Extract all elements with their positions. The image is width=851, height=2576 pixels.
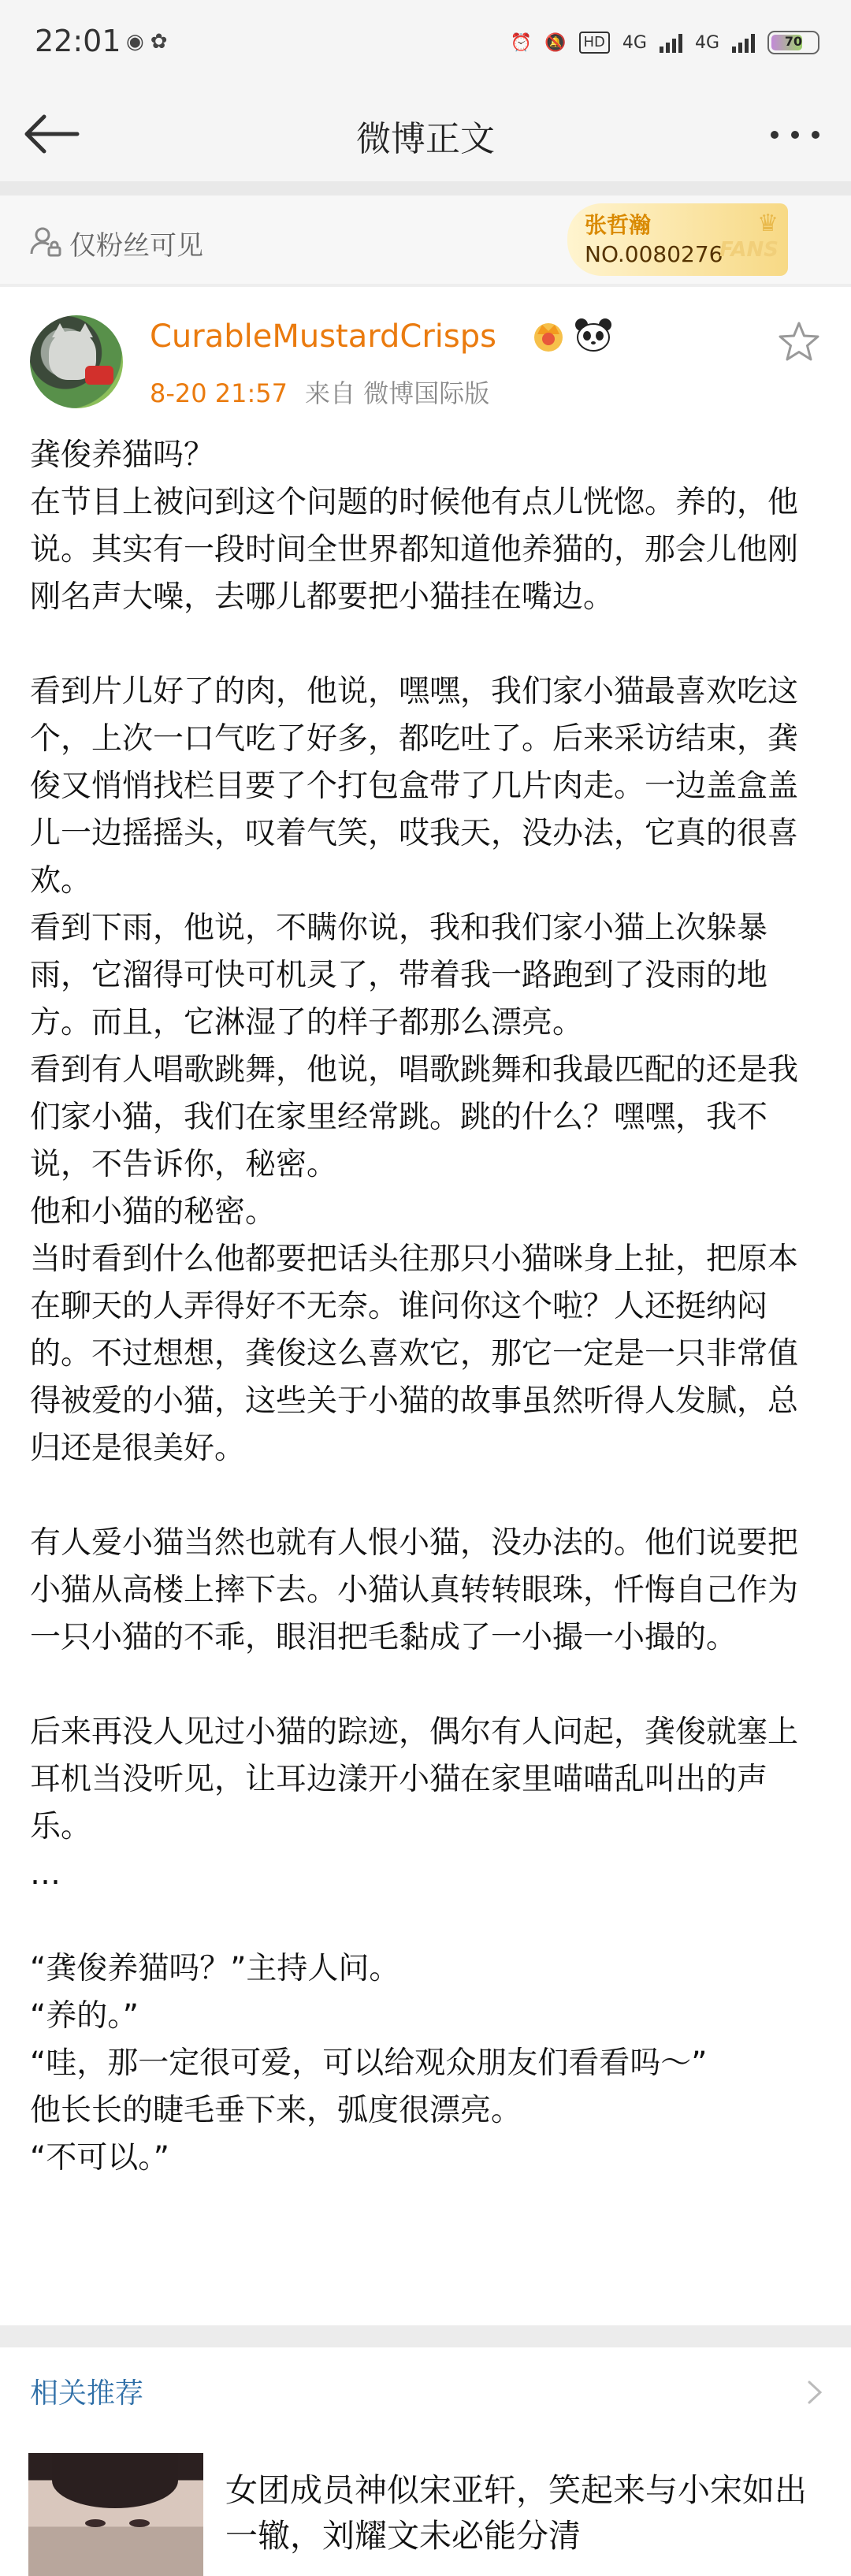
mute-icon: 🔕 bbox=[544, 32, 567, 53]
post-paragraph: … bbox=[30, 1856, 61, 1892]
post-paragraph: 有人爱小猫当然也就有人恨小猫，没办法的。他们说要把小猫从高楼上摔下去。小猫认真转转眼珠，忏悔自己作为一只小猫的不乖，眼泪把毛黏成了一小撮一小撮的。 bbox=[30, 1525, 799, 1655]
related-item-title[interactable]: 女团成员神似宋亚轩，笑起来与小宋如出一辙，刘耀文未必能分清 bbox=[225, 2471, 807, 2555]
divider bbox=[0, 284, 851, 287]
post-paragraph: 当时看到什么他都要把话头往那只小猫咪身上扯，把原本在聊天的人弄得好不无奈。谁问你这个啦？人还挺纳闷的。不过想想，龚俊这么喜欢它，那它一定是一只非常值得被爱的小猫，这些关于小猫的故事虽然听得人发腻，总归还是很美好。 bbox=[30, 1241, 799, 1466]
signal-icon bbox=[660, 32, 682, 53]
fan-badge-name: 张哲瀚 bbox=[585, 212, 652, 238]
post-meta bbox=[150, 374, 489, 410]
signal-icon bbox=[732, 32, 755, 53]
post-body bbox=[30, 432, 826, 2182]
person-lock-icon bbox=[30, 225, 61, 257]
alarm-icon: ⏰ bbox=[510, 32, 533, 53]
post-paragraph: 看到有人唱歌跳舞，他说，唱歌跳舞和我最匹配的还是我们家小猫，我们在家里经常跳。跳的什么？嘿嘿，我不说，不告诉你，秘密。 bbox=[30, 1052, 799, 1182]
section-divider bbox=[0, 2325, 851, 2347]
visibility-label: 仅粉丝可见 bbox=[69, 230, 203, 262]
chevron-right-icon[interactable] bbox=[805, 2379, 824, 2406]
hd-icon: HD bbox=[579, 32, 610, 54]
post-paragraph: 他和小猫的秘密。 bbox=[30, 1194, 277, 1230]
post-paragraph: 看到下雨，他说，不瞒你说，我和我们家小猫上次躲暴雨，它溜得可快可机灵了，带着我一路跑到了没雨的地方。而且，它淋湿了的样子都那么漂亮。 bbox=[30, 910, 768, 1040]
fan-badge-number: NO.0080276 bbox=[585, 241, 723, 267]
post-source: 来自 微博国际版 bbox=[305, 378, 490, 408]
network-label-1: 4G bbox=[622, 32, 647, 53]
crown-icon: ♛ bbox=[757, 210, 779, 237]
post-paragraph: 后来再没人见过小猫的踪迹，偶尔有人问起，龚俊就塞上耳机当没听见，让耳边漾开小猫在家里喵喵乱叫出的声乐。 bbox=[30, 1714, 799, 1845]
status-right-icons bbox=[511, 27, 819, 58]
post-paragraph: “龚俊养猫吗？”主持人问。 bbox=[30, 1951, 400, 1986]
network-label-2: 4G bbox=[694, 32, 719, 53]
related-thumbnail[interactable] bbox=[28, 2453, 203, 2576]
fan-badge[interactable] bbox=[567, 203, 788, 276]
page-title: 微博正文 bbox=[356, 119, 495, 159]
post-paragraph: “哇，那一定很可爱，可以给观众朋友们看看吗～” bbox=[30, 2046, 708, 2081]
post-paragraph: 他长长的睫毛垂下来，弧度很漂亮。 bbox=[30, 2093, 522, 2128]
nav-bar bbox=[0, 87, 851, 181]
fan-badge-fans-text: FANS bbox=[719, 238, 779, 262]
favorite-star-icon[interactable] bbox=[777, 320, 821, 364]
post-paragraph bbox=[30, 1472, 826, 1520]
wechat-icon: ✿ bbox=[150, 30, 174, 54]
post-paragraph: 龚俊养猫吗？ bbox=[30, 437, 215, 473]
divider bbox=[0, 181, 851, 195]
avatar[interactable] bbox=[30, 315, 123, 408]
post-date: 8-20 21:57 bbox=[150, 378, 288, 408]
post-paragraph bbox=[30, 621, 826, 668]
post-paragraph bbox=[30, 1662, 826, 1709]
battery-icon: 70 bbox=[767, 31, 819, 54]
post-paragraph: 在节目上被问到这个问题的时候他有点儿恍惚。养的，他说。其实有一段时间全世界都知道他养猫的，那会儿他刚刚名声大噪，去哪儿都要把小猫挂在嘴边。 bbox=[30, 485, 799, 615]
post-paragraph: “不可以。” bbox=[30, 2140, 169, 2176]
status-bar bbox=[0, 0, 851, 87]
weibo-icon: ◉ bbox=[126, 30, 151, 54]
status-left-icons bbox=[126, 30, 173, 54]
post-paragraph: 看到片儿好了的肉，他说，嘿嘿，我们家小猫最喜欢吃这个，上次一口气吃了好多，都吃吐了。后来采访结束，龚俊又悄悄找栏目要了个打包盒带了几片肉走。一边盖盒盖儿一边摇摇头，叹着气笑，哎我天，没办法，它真的很喜欢。 bbox=[30, 674, 799, 899]
post-paragraph: “养的。” bbox=[30, 1998, 139, 2034]
status-time: 22:01 bbox=[35, 24, 121, 58]
author-name[interactable]: CurableMustardCrisps bbox=[150, 318, 496, 355]
vip-crown-icon bbox=[531, 318, 566, 353]
related-section-title[interactable]: 相关推荐 bbox=[30, 2377, 144, 2410]
post-paragraph bbox=[30, 1898, 826, 1945]
panda-icon bbox=[574, 317, 613, 353]
more-options-icon[interactable] bbox=[764, 114, 827, 153]
